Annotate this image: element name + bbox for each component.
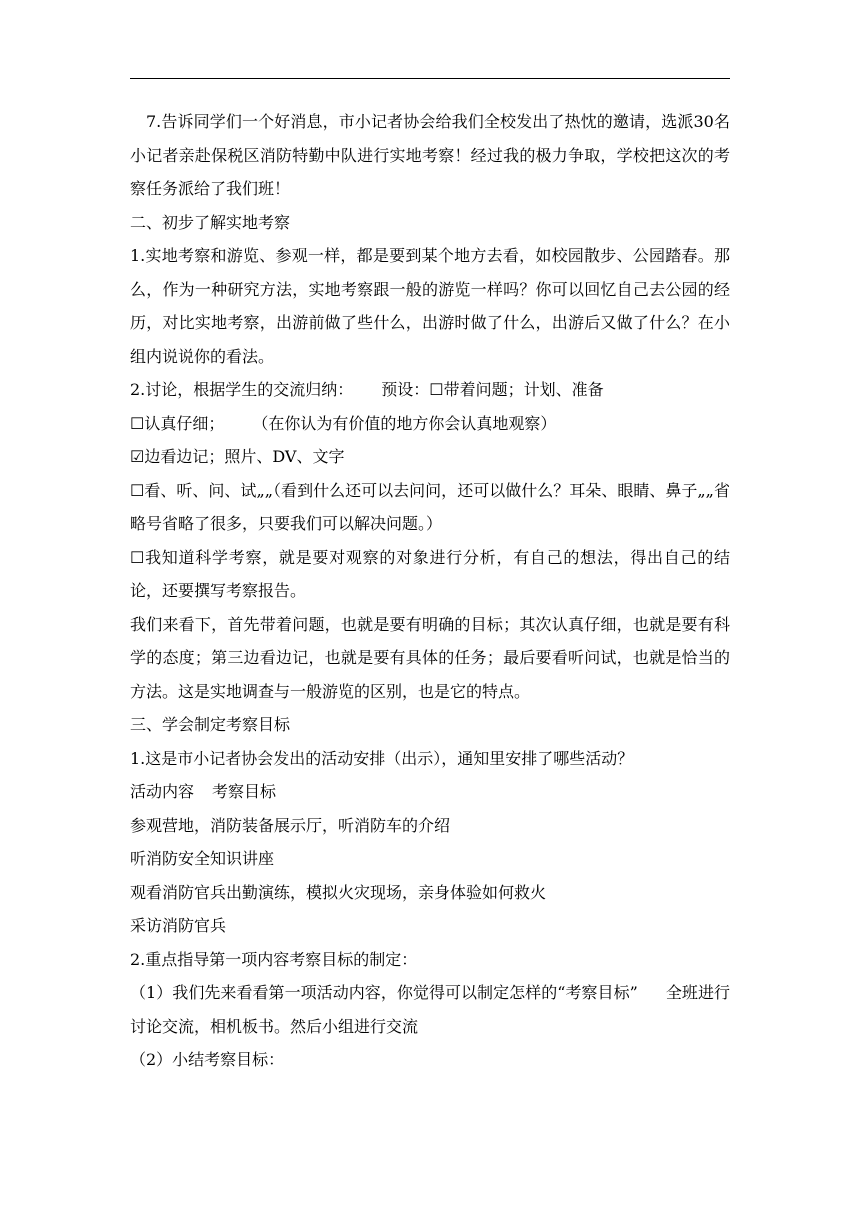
section-2-heading: 二、初步了解实地考察 <box>130 212 291 232</box>
column-activity-content: 活动内容 <box>130 782 195 801</box>
section-3-question-2: 2.重点指导第一项内容考察目标的制定： <box>130 949 418 969</box>
section-3-question-1: 1.这是市小记者协会发出的活动安排（出示），通知里安排了哪些活动？ <box>130 748 634 768</box>
step-2-paragraph: （2）小结考察目标： <box>130 1050 285 1069</box>
step-1-question: （1）我们先来看看第一项活动内容，你觉得可以制定怎样的“考察目标” <box>130 983 638 1002</box>
discussion-item-observe: ☐看、听、问、试„„（看到什么还可以去问问，还可以做什么？耳朵、眼睛、鼻子„„省略号省略了很多，只要我们可以解决问题。） <box>130 480 730 533</box>
step-1-activity: 全班进行讨论交流，相机板书。然后小组进行交流 <box>130 983 730 1036</box>
activity-table-header <box>130 775 730 809</box>
activity-item: 观看消防官兵出勤演练，模拟火灾现场，亲身体验如何救火 <box>130 882 547 902</box>
activity-item: 采访消防官兵 <box>130 916 227 935</box>
discussion-lead-line <box>130 373 730 407</box>
discussion-item-notes: ☑边看边记；照片、DV、文字 <box>130 447 345 466</box>
document-body <box>130 105 730 1077</box>
activity-item: 听消防安全知识讲座 <box>130 849 275 868</box>
paragraph-summary: 我们来看下，首先带着问题，也就是要有明确的目标；其次认真仔细，也就是要有科学的态度；第三边看边记，也就是要有具体的任务；最后要看听问试，也就是恰当的方法。这是实地调查与一般游览的区别，也是它的特点。 <box>130 614 730 701</box>
item-careful-note: （在你认为有价值的地方你会认真地观察） <box>252 413 557 433</box>
paragraph-good-news: 7.告诉同学们一个好消息，市小记者协会给我们全校发出了热忱的邀请，选派30名小记者亲赴保税区消防特勤中队进行实地考察！经过我的极力争取，学校把这次的考察任务派给了我们班！ <box>130 112 730 198</box>
header-rule <box>130 78 730 79</box>
item-careful-label: ☐认真仔细； <box>130 413 225 433</box>
column-study-goal: 考察目标 <box>212 782 277 801</box>
discussion-item-analysis: ☐我知道科学考察，就是要对观察的对象进行分析，有自己的想法，得出自己的结论，还要撰写考察报告。 <box>130 547 730 600</box>
activity-item: 参观营地，消防装备展示厅，听消防车的介绍 <box>130 815 451 835</box>
discussion-preset: 预设：☐带着问题；计划、准备 <box>381 380 604 399</box>
discussion-lead: 2.讨论，根据学生的交流归纳： <box>130 380 354 399</box>
paragraph-field-study-question: 1.实地考察和游览、参观一样，都是要到某个地方去看，如校园散步、公园踏春。那么，作为一种研究方法，实地考察跟一般的游览一样吗？你可以回忆自己去公园的经历，对比实地考察，出游前做了些什么，出游时做了什么，出游后又做了什么？在小组内说说你的看法。 <box>130 246 730 366</box>
step-1-paragraph <box>130 976 730 1043</box>
section-3-heading: 三、学会制定考察目标 <box>130 715 291 734</box>
discussion-item-careful <box>130 407 730 441</box>
